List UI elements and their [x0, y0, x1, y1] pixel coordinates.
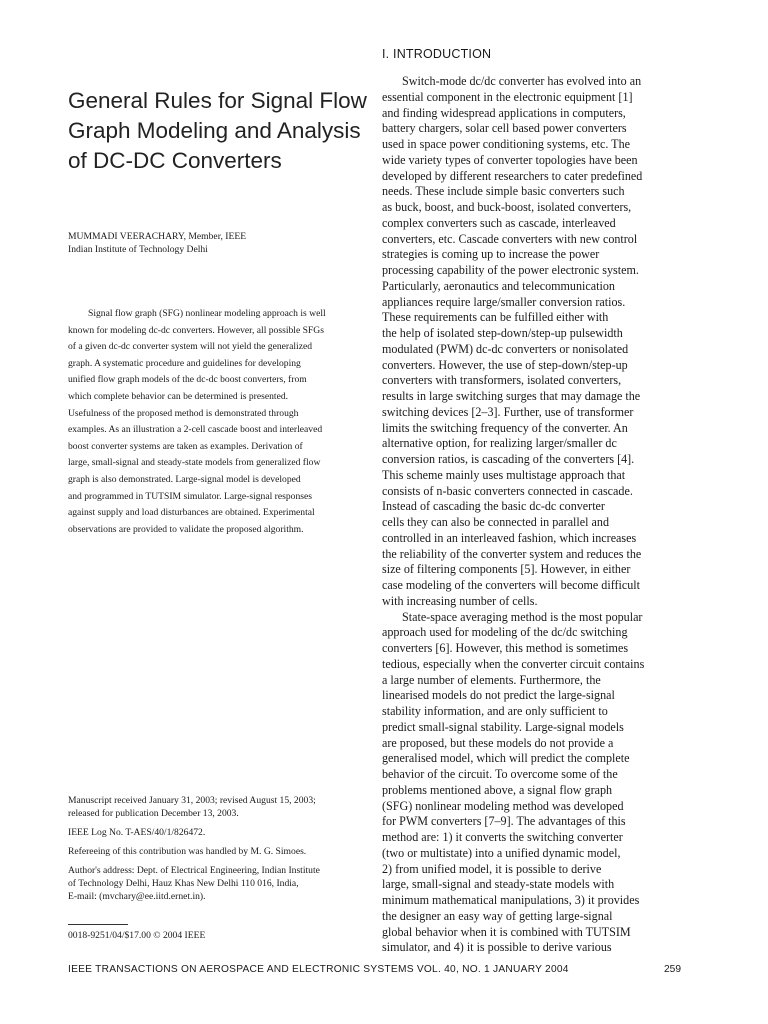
- page-number: 259: [664, 964, 681, 975]
- abstract-line: observations are provided to validate the proposed algorithm.: [68, 523, 304, 535]
- body-line: the reliability of the converter system and reduces the: [382, 546, 642, 561]
- abstract-line: boost converter systems are taken as examples. Derivation of: [68, 440, 303, 452]
- manuscript-note: Manuscript received January 31, 2003; revised August 15, 2003;: [68, 795, 316, 806]
- body-line: large, small-signal and steady-state models with: [382, 877, 615, 892]
- author-address: of Technology Delhi, Hauz Khas New Delhi 110 016, India,: [68, 878, 299, 889]
- body-line: linearised models do not predict the large-signal: [382, 688, 615, 703]
- abstract-line: which complete behavior can be determined is presented.: [68, 390, 289, 402]
- body-line: minimum mathematical manipulations, 3) it provides: [382, 893, 640, 907]
- body-line: processing capability of the power electronic system.: [382, 263, 639, 277]
- body-line: as buck, boost, and buck-boost, isolated converters,: [382, 200, 632, 214]
- body-line: conversion ratios, is cascading of the converters [4].: [382, 452, 635, 466]
- body-line: wide variety types of converter topologies have been: [382, 152, 638, 167]
- body-line: appliances require large/smaller conversion ratios.: [382, 294, 626, 309]
- body-line: stability information, and are only sufficient to: [382, 704, 608, 718]
- abstract: [68, 306, 368, 538]
- title-line: Graph Modeling and Analysis: [68, 118, 361, 143]
- body-line: the designer an easy way of getting large-signal: [382, 908, 613, 923]
- body-line: results in large switching surges that may damage the: [382, 389, 641, 403]
- body-line: (two or multistate) into a unified dynamic model,: [382, 845, 621, 860]
- body-line: are proposed, but these models do not provide a: [382, 735, 614, 750]
- body-line: tedious, especially when the converter circuit contains: [382, 656, 645, 671]
- body-line: battery chargers, solar cell based power converters: [382, 121, 627, 136]
- body-line: alternative option, for realizing larger/smaller dc: [382, 436, 617, 451]
- author-affiliation: Indian Institute of Technology Delhi: [68, 244, 208, 255]
- body-line: 2) from unified model, it is possible to derive: [382, 861, 602, 876]
- body-line: converters [6]. However, this method is sometimes: [382, 641, 629, 655]
- body-line: This scheme mainly uses multistage approach that: [382, 467, 626, 482]
- introduction-body: [382, 74, 682, 956]
- body-line: size of filtering components [5]. However, in either: [382, 562, 631, 577]
- body-line: problems mentioned above, a signal flow graph: [382, 782, 613, 797]
- body-line: the help of isolated step-down/step-up pulsewidth: [382, 326, 623, 340]
- body-line: used in space power conditioning systems, etc. The: [382, 137, 630, 151]
- body-line: controlled in an interleaved fashion, which increases: [382, 530, 637, 545]
- body-line: predict small-signal stability. Large-signal models: [382, 719, 624, 734]
- body-line: Switch-mode dc/dc converter has evolved into an: [402, 74, 642, 88]
- abstract-line: examples. As an illustration a 2-cell cascade boost and interleaved: [68, 424, 323, 436]
- body-line: Instead of cascading the basic dc-dc converter: [382, 499, 605, 514]
- body-line: a large number of elements. Furthermore, the: [382, 672, 601, 687]
- body-line: generalised model, which will predict the complete: [382, 751, 630, 766]
- abstract-line: unified flow graph models of the dc-dc boost converters, from: [68, 374, 307, 386]
- body-line: converters. However, the use of step-down/step-up: [382, 357, 628, 372]
- author-address: Author's address: Dept. of Electrical Engineering, Indian Institute: [68, 865, 320, 876]
- abstract-line: of a given dc-dc converter system will not yield the generalized: [68, 341, 313, 353]
- body-line: switching devices [2–3]. Further, use of transformer: [382, 404, 634, 419]
- footnote-divider: [68, 924, 128, 925]
- footnotes: [68, 794, 368, 903]
- running-footer: IEEE TRANSACTIONS ON AEROSPACE AND ELECTRONIC SYSTEMS VOL. 40, NO. 1 JANUARY 2004: [68, 964, 569, 975]
- body-line: case modeling of the converters will become difficult: [382, 578, 641, 592]
- abstract-line: Usefulness of the proposed method is demonstrated through: [68, 407, 299, 419]
- abstract-line: large, small-signal and steady-state models from generalized flow: [68, 457, 321, 469]
- copyright-line: 0018-9251/04/$17.00 © 2004 IEEE: [68, 930, 206, 941]
- body-line: and finding widespread applications in computers,: [382, 105, 626, 120]
- body-line: with increasing number of cells.: [382, 593, 538, 608]
- abstract-line: graph. A systematic procedure and guidelines for developing: [68, 357, 301, 369]
- body-line: needs. These include simple basic converters such: [382, 184, 625, 199]
- body-line: These requirements can be fulfilled either with: [382, 310, 609, 325]
- body-line: converters with transformers, isolated converters,: [382, 373, 622, 388]
- section-heading: I. INTRODUCTION: [382, 47, 492, 61]
- body-line: approach used for modeling of the dc/dc switching: [382, 625, 628, 640]
- body-line: complex converters such as cascade, interleaved: [382, 215, 616, 230]
- title-line: General Rules for Signal Flow: [68, 88, 367, 113]
- author-name: MUMMADI VEERACHARY, Member, IEEE: [68, 231, 247, 242]
- body-line: Particularly, aeronautics and telecommunication: [382, 278, 615, 293]
- abstract-line: known for modeling dc-dc converters. However, all possible SFGs: [68, 324, 324, 336]
- body-line: global behavior when it is combined with TUTSIM: [382, 924, 631, 939]
- body-line: converters, etc. Cascade converters with new control: [382, 231, 638, 246]
- title-line: of DC-DC Converters: [68, 148, 282, 173]
- abstract-line: Signal flow graph (SFG) nonlinear modeling approach is well: [88, 308, 326, 319]
- body-line: modulated (PWM) dc-dc converters or nonisolated: [382, 341, 629, 356]
- body-line: strategies is coming up to increase the power: [382, 247, 600, 262]
- refereeing-note: Refereeing of this contribution was handled by M. G. Simoes.: [68, 846, 307, 857]
- body-line: consists of n-basic converters connected in cascade.: [382, 483, 633, 498]
- manuscript-note: released for publication December 13, 2003.: [68, 808, 239, 819]
- abstract-line: and programmed in TUTSIM simulator. Large-signal responses: [68, 490, 312, 502]
- log-number: IEEE Log No. T-AES/40/1/826472.: [68, 827, 206, 838]
- body-line: State-space averaging method is the most popular: [402, 609, 643, 624]
- body-line: for PWM converters [7–9]. The advantages of this: [382, 814, 626, 829]
- abstract-line: against supply and load disturbances are obtained. Experimental: [68, 507, 315, 519]
- body-line: developed by different researchers to cater predefined: [382, 168, 643, 183]
- paper-title: [68, 86, 368, 176]
- body-line: limits the switching frequency of the converter. An: [382, 420, 628, 435]
- body-line: cells they can also be connected in parallel and: [382, 515, 609, 529]
- body-line: simulator, and 4) it is possible to derive various: [382, 940, 612, 955]
- body-line: (SFG) nonlinear modeling method was developed: [382, 798, 624, 813]
- author-address: E-mail: (mvchary@ee.iitd.ernet.in).: [68, 891, 206, 902]
- author-block: [68, 230, 358, 256]
- body-line: method are: 1) it converts the switching converter: [382, 830, 623, 844]
- abstract-line: graph is also demonstrated. Large-signal model is developed: [68, 473, 301, 485]
- body-line: behavior of the circuit. To overcome some of the: [382, 767, 618, 781]
- body-line: essential component in the electronic equipment [1]: [382, 89, 633, 104]
